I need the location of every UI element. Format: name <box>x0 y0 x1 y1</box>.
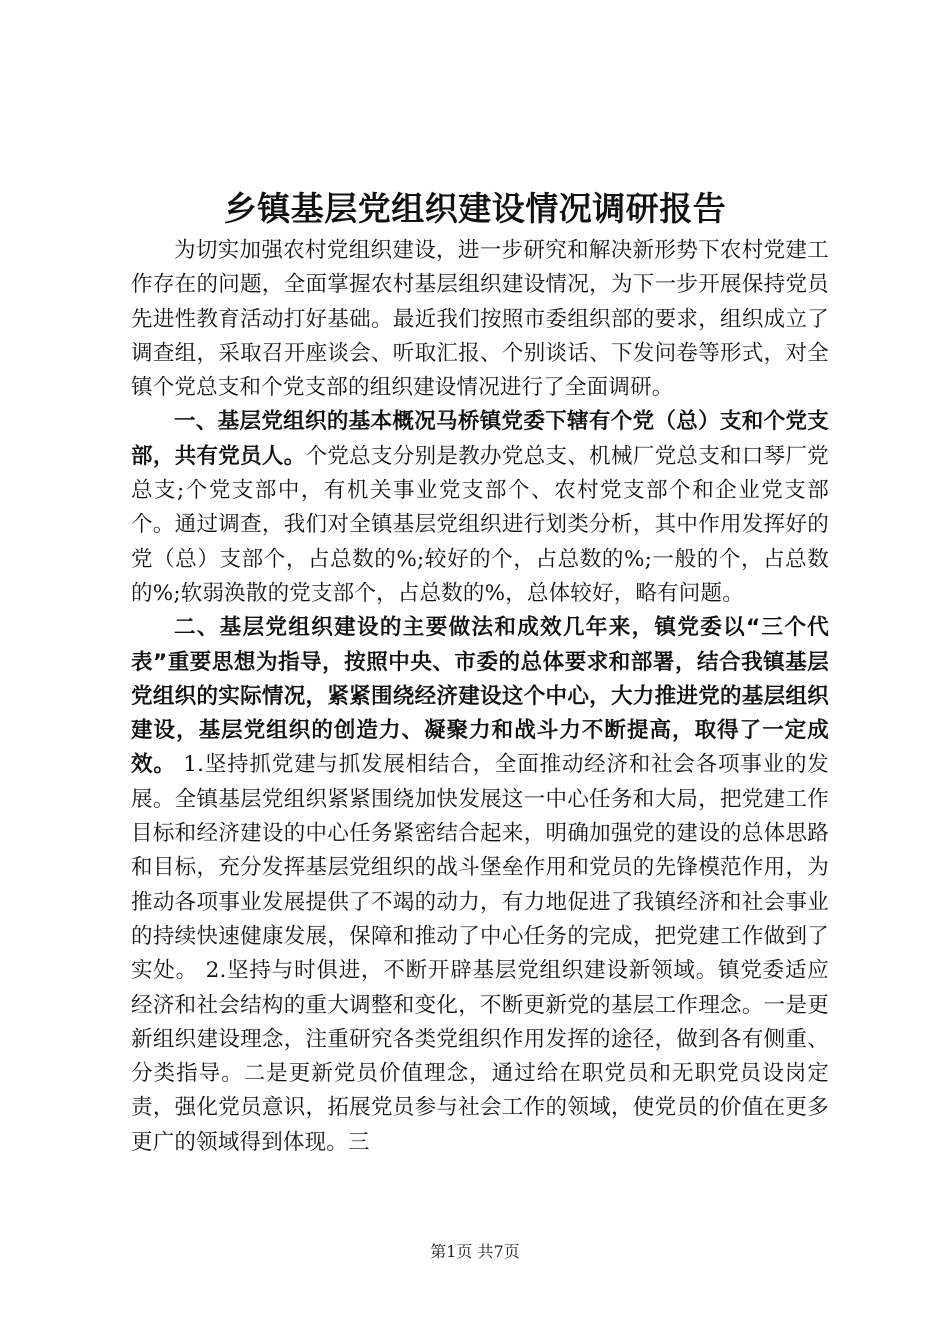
page-footer <box>0 1240 950 1264</box>
document-body <box>131 234 829 1160</box>
section-heading-1: 一、基层党组织的基本概况马桥镇党委下辖有个党（总）支和个党支部，共有党员人。 <box>131 409 829 469</box>
paragraph-section-2 <box>131 611 829 1160</box>
paragraph-text: 1.坚持抓党建与抓发展相结合，全面推动经济和社会各项事业的发展。全镇基层党组织紧紧围绕加快发展这一中心任务和大局，把党建工作目标和经济建设的中心任务紧密结合起来，明确加强党的建设的总体思路和目标，充分发挥基层党组织的战斗堡垒作用和党员的先锋模范作用，为推动各项事业发展提供了不竭的动力，有力地促进了我镇经济和社会事业的持续快速健康发展，保障和推动了中心任务的完成，把党建工作做到了实处。 2.坚持与时俱进，不断开辟基层党组织建设新领域。镇党委适应经济和社会结构的重大调整和变化，不断更新党的基层工作理念。一是更新组织建设理念，注重研究各类党组织作用发挥的途径，做到各有侧重、分类指导。二是更新党员价值理念，通过给在职党员和无职党员设岗定责，强化党员意识，拓展党员参与社会工作的领域，使党员的价值在更多更广的领域得到体现。三 <box>131 752 829 1155</box>
paragraph-text: 个党总支分别是教办党总支、机械厂党总支和口琴厂党总支;个党支部中，有机关事业党支部个、农村党支部个和企业党支部个。通过调查，我们对全镇基层党组织进行划类分析，其中作用发挥好的党（总）支部个，占总数的%;较好的个，占总数的%;一般的个，占总数的%;软弱涣散的党支部个，占总数的%，总体较好，略有问题。 <box>131 443 829 606</box>
paragraph-intro <box>131 234 829 405</box>
document-title: 乡镇基层党组织建设情况调研报告 <box>223 189 727 228</box>
paragraph-text: 为切实加强农村党组织建设，进一步研究和解决新形势下农村党建工作存在的问题，全面掌握农村基层组织建设情况，为下一步开展保持党员先进性教育活动打好基础。最近我们按照市委组织部的要求，组织成立了调查组，采取召开座谈会、听取汇报、个别谈话、下发问卷等形式，对全镇个党总支和个党支部的组织建设情况进行了全面调研。 <box>131 238 829 401</box>
paragraph-section-1 <box>131 405 829 611</box>
page-number: 第1页 共7页 <box>430 1242 520 1261</box>
section-heading-2: 二、基层党组织建设的主要做法和成效几年来，镇党委以“三个代表”重要思想为指导，按照中央、市委的总体要求和部署，结合我镇基层党组织的实际情况，紧紧围绕经济建设这个中心，大力推进党的基层组织建设，基层党组织的创造力、凝聚力和战斗力不断提高，取得了一定成效。 <box>131 615 829 778</box>
